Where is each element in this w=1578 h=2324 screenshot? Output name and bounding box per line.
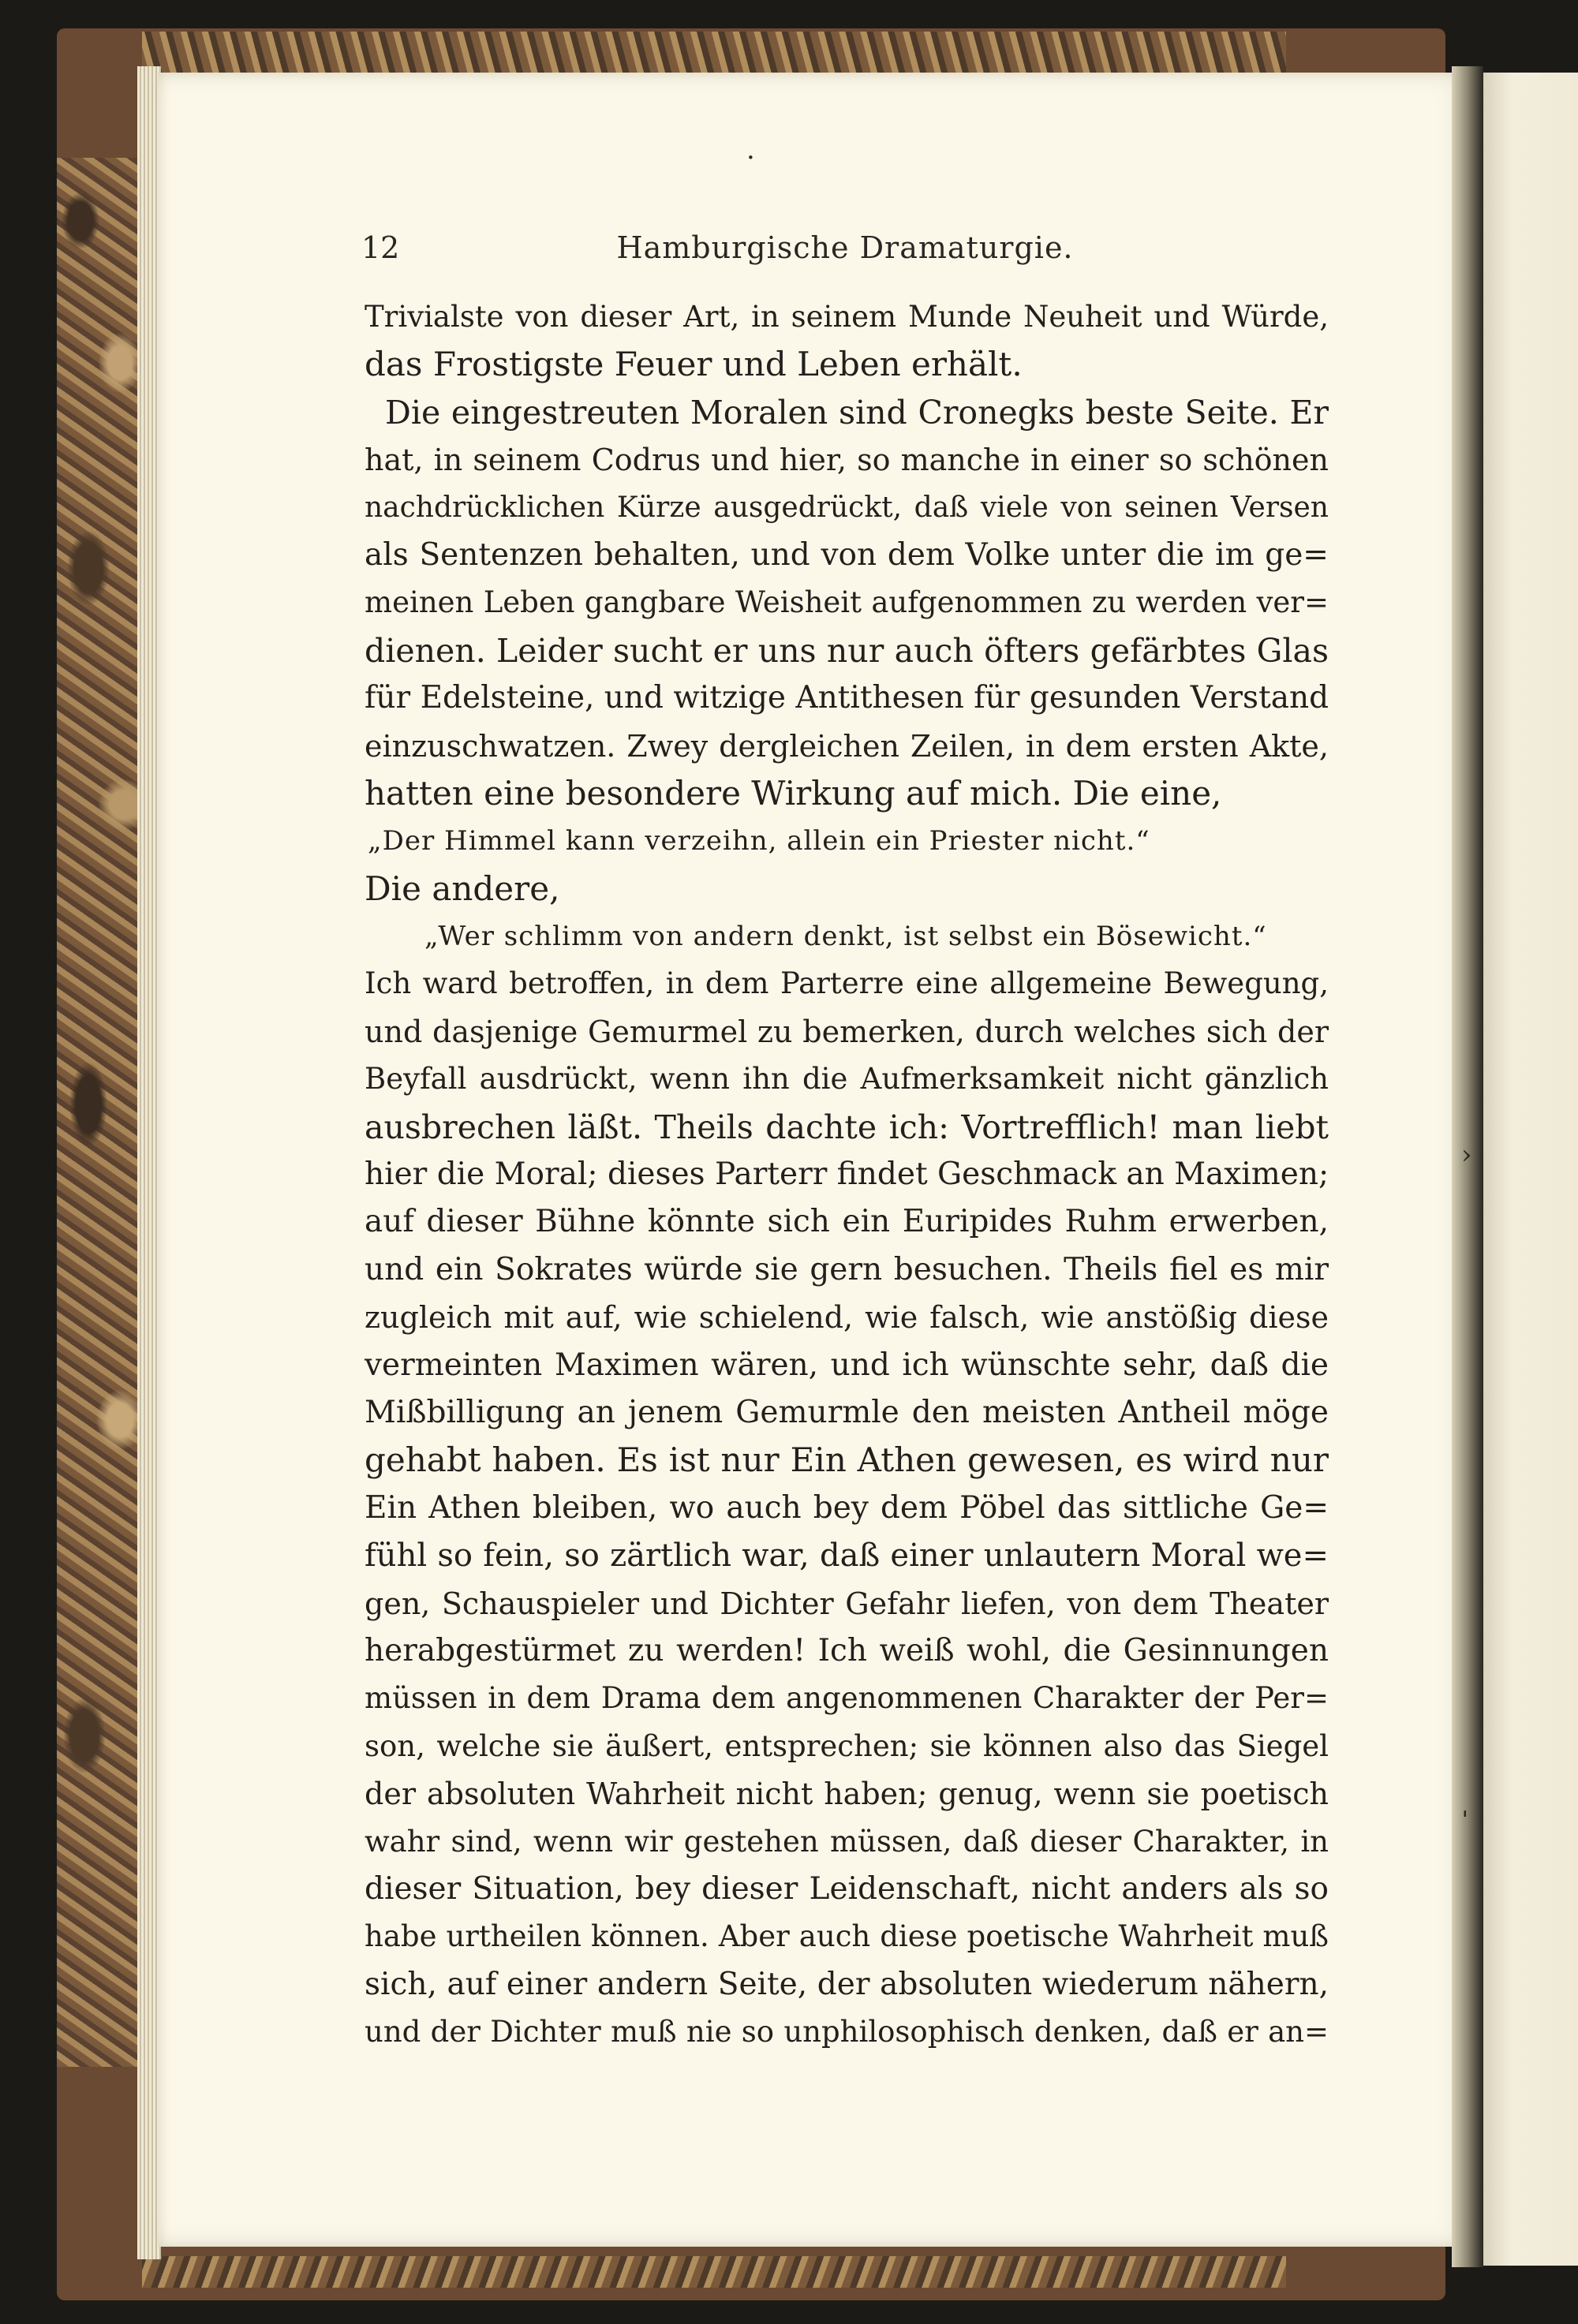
text-line: hatten eine besondere Wirkung auf mich. Die eine, <box>365 773 1222 813</box>
facing-page-mark: › <box>1461 1139 1472 1171</box>
marbled-board <box>57 158 150 2067</box>
text-line: Mißbilligung an jenem Gemurmle den meisten Antheil möge <box>365 1394 1329 1430</box>
text-line: vermeinten Maximen wären, und ich wünschte sehr, daß die <box>365 1347 1329 1383</box>
facing-page-mark: ˈ <box>1461 1807 1469 1838</box>
text-line: Die eingestreuten Moralen sind Cronegks beste Seite. Er <box>385 393 1329 432</box>
text-line: son, welche sie äußert, entsprechen; sie können also das Siegel <box>365 1728 1329 1763</box>
marbled-edge-bottom <box>142 2256 1286 2288</box>
text-line: das Frostigste Feuer und Leben erhält. <box>365 345 1023 384</box>
text-line: sich, auf einer andern Seite, der absoluten wiederum nähern, <box>365 1966 1329 2002</box>
body-text <box>365 293 1329 2056</box>
running-head: Hamburgische Dramaturgie. <box>616 230 1074 265</box>
text-line: Ein Athen bleiben, wo auch bey dem Pöbel das sittliche Ge= <box>365 1489 1329 1526</box>
text-line: habe urtheilen können. Aber auch diese poetische Wahrheit muß <box>365 1919 1329 1954</box>
text-line: hat, in seinem Codrus und hier, so manche in einer so schönen <box>365 443 1329 478</box>
text-line: gehabt haben. Es ist nur Ein Athen gewesen, es wird nur <box>365 1440 1329 1480</box>
page-number: 12 <box>361 230 400 265</box>
text-line: und dasjenige Gemurmel zu bemerken, durch welches sich der <box>365 1014 1329 1049</box>
verse-quote: „Der Himmel kann verzeihn, allein ein Priester nicht.“ <box>368 825 1150 857</box>
text-line: ausbrechen läßt. Theils dachte ich: Vortrefflich! man liebt <box>365 1108 1329 1146</box>
speck-mark: · <box>746 142 755 174</box>
text-line: und ein Sokrates würde sie gern besuchen. Theils fiel es mir <box>365 1251 1329 1287</box>
text-line: dienen. Leider sucht er uns nur auch öfters gefärbtes Glas <box>365 631 1329 670</box>
text-line: einzuschwatzen. Zwey dergleichen Zeilen, in dem ersten Akte, <box>365 728 1329 764</box>
text-line: meinen Leben gangbare Weisheit aufgenommen zu werden ver= <box>365 585 1329 620</box>
text-line: Die andere, <box>365 869 560 908</box>
text-line: gen, Schauspieler und Dichter Gefahr liefen, von dem Theater <box>365 1586 1329 1621</box>
facing-page <box>1483 73 1578 2266</box>
text-line: Trivialste von dieser Art, in seinem Munde Neuheit und Würde, <box>365 300 1329 334</box>
page-header <box>361 230 1329 278</box>
verse-quote: „Wer schlimm von andern denkt, ist selbst ein Bösewicht.“ <box>424 921 1267 953</box>
text-line: nachdrücklichen Kürze ausgedrückt, daß viele von seinen Versen <box>365 491 1329 524</box>
text-line: und der Dichter muß nie so unphilosophisch denken, daß er an= <box>365 2015 1329 2049</box>
text-line: dieser Situation, bey dieser Leidenschaft, nicht anders als so <box>365 1870 1329 1907</box>
text-line: für Edelsteine, und witzige Antithesen für gesunden Verstand <box>365 680 1329 716</box>
text-line: Ich ward betroffen, in dem Parterre eine allgemeine Bewegung, <box>365 966 1329 1001</box>
text-line: hier die Moral; dieses Parterr findet Geschmack an Maximen; <box>365 1156 1329 1193</box>
marbled-edge-top <box>142 32 1286 77</box>
text-line: wahr sind, wenn wir gestehen müssen, daß dieser Charakter, in <box>365 1824 1329 1859</box>
text-line: müssen in dem Drama dem angenommenen Charakter der Per= <box>365 1681 1329 1716</box>
text-line: als Sentenzen behalten, und von dem Volke unter die im ge= <box>365 536 1329 573</box>
text-line: auf dieser Bühne könnte sich ein Euripides Ruhm erwerben, <box>365 1204 1329 1240</box>
text-line: Beyfall ausdrückt, wenn ihn die Aufmerksamkeit nicht gänzlich <box>365 1062 1329 1097</box>
text-line: fühl so fein, so zärtlich war, daß einer unlautern Moral we= <box>365 1538 1329 1575</box>
text-line: herabgestürmet zu werden! Ich weiß wohl, die Gesinnungen <box>365 1632 1329 1668</box>
text-line: der absoluten Wahrheit nicht haben; genug, wenn sie poetisch <box>365 1777 1329 1812</box>
text-line: zugleich mit auf, wie schielend, wie falsch, wie anstößig diese <box>365 1300 1329 1336</box>
